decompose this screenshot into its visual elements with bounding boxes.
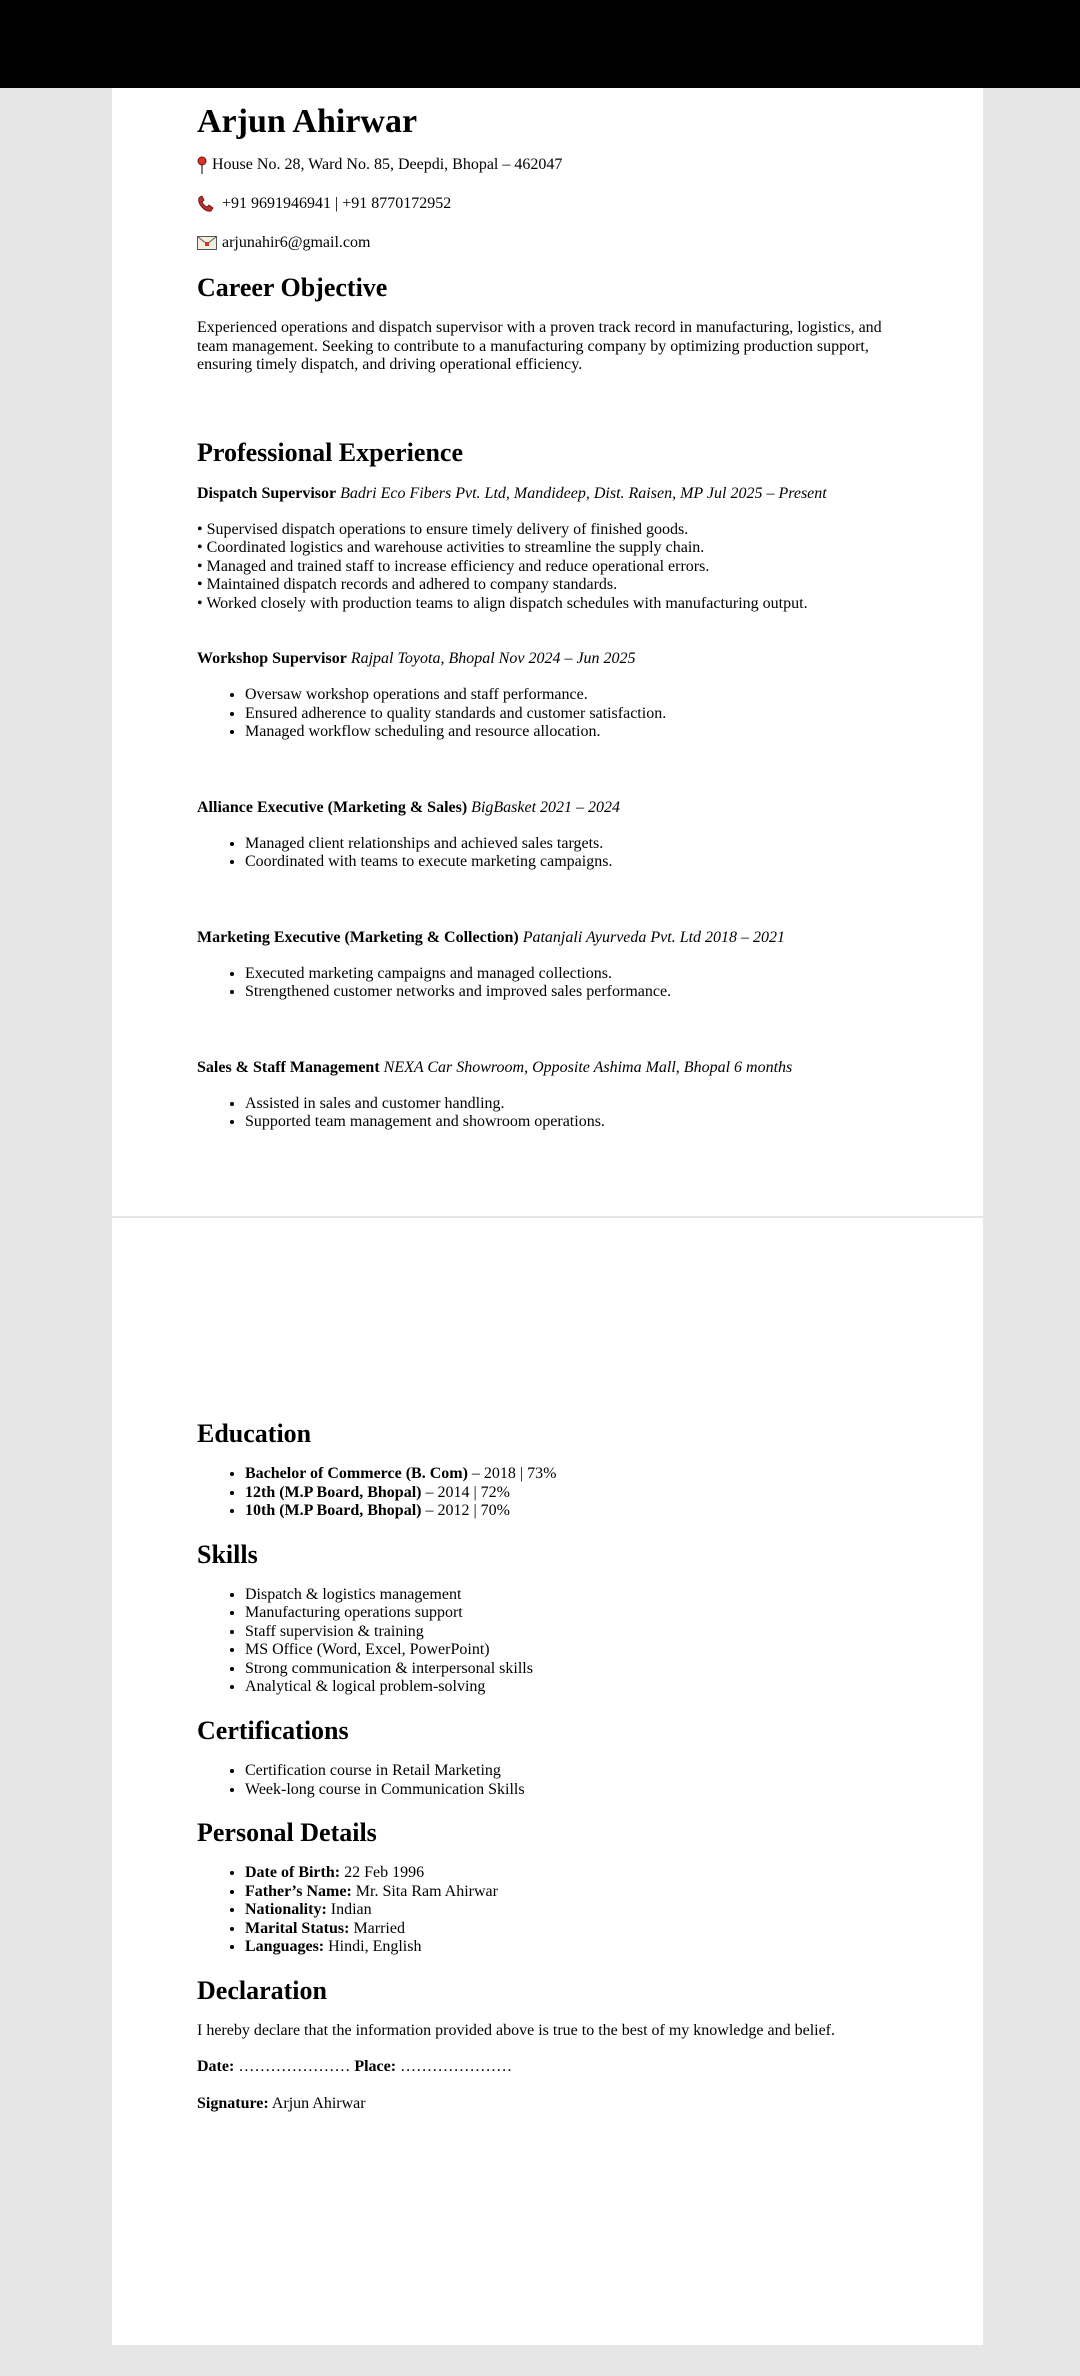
education-detail: – 2012 | 70% [421,1502,510,1520]
phone-line [197,194,897,214]
experience-heading: Professional Experience [197,437,463,467]
detail-value: Hindi, English [324,1938,422,1956]
skill-item: • Strong communication & interpersonal skills [245,1660,897,1679]
duty-line: • Supervised dispatch operations to ensure timely delivery of finished goods. [197,520,689,538]
email-link[interactable]: arjunahir6@gmail.com [222,234,371,252]
page-1-content [197,102,897,1132]
phone-text: +91 9691946941 | +91 8770172952 [222,195,452,213]
education-detail: – 2014 | 72% [421,1483,510,1501]
detail-label: Date of Birth: [245,1864,341,1882]
job-entry [197,798,897,872]
personal-details-heading: Personal Details [197,1818,377,1848]
education-detail: – 2018 | 73% [467,1465,557,1483]
map-pin-icon [197,156,207,174]
place-label: Place: [354,2058,397,2076]
duty-item: • Oversaw workshop operations and staff performance. [245,686,897,705]
job-duties [197,686,897,742]
job-title: Alliance Executive (Marketing & Sales) [197,798,468,816]
job-entry [197,649,897,742]
education-item [245,1465,897,1484]
duty-item: • Managed client relationships and achieved sales targets. [245,835,897,854]
signature-label: Signature: [197,2094,269,2112]
job-title: Marketing Executive (Marketing & Collection) [197,928,519,946]
job-duties [197,521,897,614]
duty-line: • Maintained dispatch records and adhered to company standards. [197,576,618,594]
candidate-name: Arjun Ahirwar [197,103,418,140]
date-label: Date: [197,2058,235,2076]
duty-line: • Coordinated logistics and warehouse activities to streamline the supply chain. [197,539,705,557]
education-degree: Bachelor of Commerce (B. Com) [245,1465,468,1483]
certifications-heading: Certifications [197,1715,349,1745]
job-title: Sales & Staff Management [197,1058,380,1076]
duty-item: • Assisted in sales and customer handling. [245,1095,897,1114]
education-list [197,1465,897,1521]
detail-value: 22 Feb 1996 [340,1864,425,1882]
education-degree: 10th (M.P Board, Bhopal) [245,1502,422,1520]
duty-item: • Strengthened customer networks and improved sales performance. [245,983,897,1002]
duty-item: • Coordinated with teams to execute marketing campaigns. [245,853,897,872]
duty-item: • Managed workflow scheduling and resource allocation. [245,723,897,742]
job-header [197,1058,897,1078]
job-header [197,484,897,504]
date-place-line [197,2058,897,2077]
personal-detail-item [245,1864,897,1883]
skill-item: • MS Office (Word, Excel, PowerPoint) [245,1641,897,1660]
personal-detail-item [245,1920,897,1939]
education-item [245,1502,897,1521]
job-title: Dispatch Supervisor [197,484,337,502]
job-header [197,798,897,818]
page-2-content [197,1418,897,2113]
job-company: Badri Eco Fibers Pvt. Ltd, Mandideep, Dist. Raisen, MP Jul 2025 – Present [340,484,827,502]
address-line [197,155,897,175]
job-company: BigBasket 2021 – 2024 [471,798,621,816]
address-text: House No. 28, Ward No. 85, Deepdi, Bhopal – 462047 [212,156,563,174]
signature-line [197,2095,897,2114]
job-duties [197,965,897,1002]
duty-item: • Supported team management and showroom operations. [245,1113,897,1132]
skill-item: • Dispatch & logistics management [245,1586,897,1605]
job-company: NEXA Car Showroom, Opposite Ashima Mall, Bhopal 6 months [383,1058,793,1076]
detail-value: Indian [326,1901,372,1919]
declaration-heading: Declaration [197,1975,327,2005]
education-degree: 12th (M.P Board, Bhopal) [245,1483,422,1501]
skill-item: • Analytical & logical problem-solving [245,1678,897,1697]
personal-detail-item [245,1938,897,1957]
job-duties [197,1095,897,1132]
job-header [197,928,897,948]
certifications-list [197,1762,897,1799]
top-black-bar [0,0,1080,88]
job-duties [197,835,897,872]
date-value: ………………… [234,2058,355,2076]
email-line [197,233,897,253]
career-objective-heading: Career Objective [197,273,388,303]
envelope-icon [197,236,217,250]
job-header [197,649,897,669]
signature-value: Arjun Ahirwar [268,2094,366,2112]
duty-line: • Managed and trained staff to increase efficiency and reduce operational errors. [197,557,710,575]
duty-line: • Worked closely with production teams to align dispatch schedules with manufacturing output. [197,594,808,612]
place-value: ………………… [396,2058,513,2076]
detail-value: Mr. Sita Ram Ahirwar [351,1882,498,1900]
detail-label: Nationality: [245,1901,327,1919]
personal-detail-item [245,1901,897,1920]
job-company: Patanjali Ayurveda Pvt. Ltd 2018 – 2021 [522,928,786,946]
phone-icon [197,195,217,213]
personal-details-list [197,1864,897,1957]
job-entry [197,928,897,1002]
education-item [245,1484,897,1503]
job-company: Rajpal Toyota, Bhopal Nov 2024 – Jun 2025 [350,650,636,668]
resume-page-2 [112,1218,983,2345]
personal-detail-item [245,1883,897,1902]
job-entry [197,484,897,614]
detail-label: Father’s Name: [245,1882,352,1900]
skills-heading: Skills [197,1539,258,1569]
detail-label: Languages: [245,1938,325,1956]
resume-page-1 [112,88,983,1216]
detail-label: Marital Status: [245,1919,350,1937]
certification-item: • Week-long course in Communication Skills [245,1781,897,1800]
skills-list [197,1586,897,1697]
skill-item: • Manufacturing operations support [245,1604,897,1623]
duty-item: • Executed marketing campaigns and managed collections. [245,965,897,984]
certification-item: • Certification course in Retail Marketing [245,1762,897,1781]
skill-item: • Staff supervision & training [245,1623,897,1642]
education-heading: Education [197,1419,312,1448]
job-title: Workshop Supervisor [197,650,347,668]
job-entry [197,1058,897,1132]
detail-value: Married [349,1919,405,1937]
declaration-text: I hereby declare that the information provided above is true to the best of my knowledge and belief. [197,2021,836,2039]
duty-item: • Ensured adherence to quality standards and customer satisfaction. [245,705,897,724]
career-objective-text: Experienced operations and dispatch supervisor with a proven track record in manufacturing, logistics, and team management. Seeking to contribute to a manufacturing company by optimizing production support, ensuring timely dispatch, and driving operational efficiency. [197,319,882,374]
